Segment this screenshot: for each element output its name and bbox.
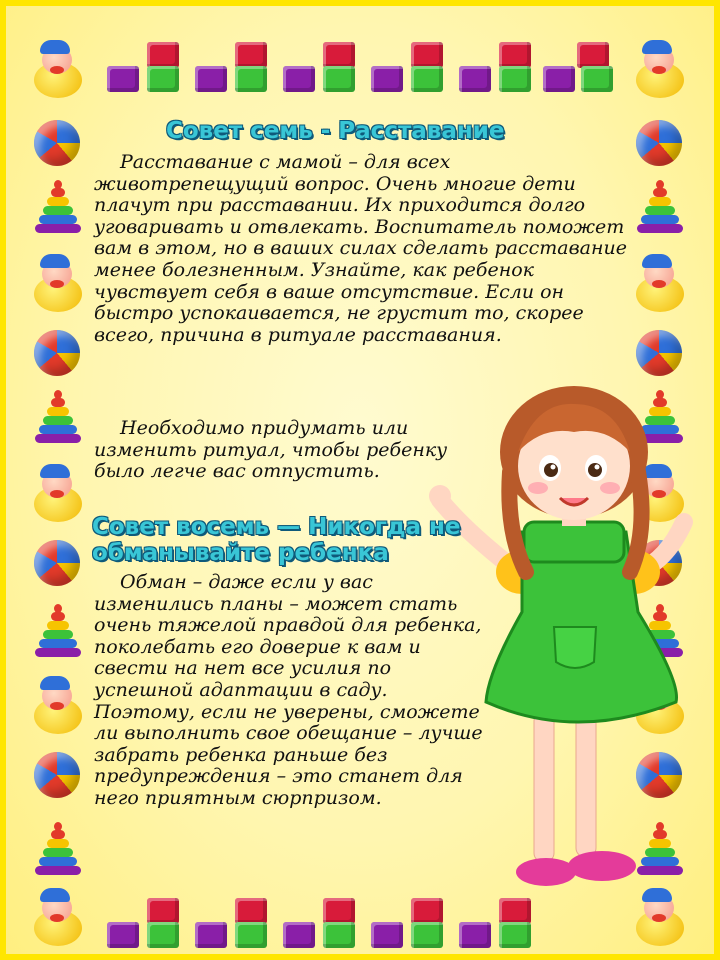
cube-icon — [147, 42, 179, 68]
cube-icon — [323, 898, 355, 924]
ball-icon — [28, 744, 88, 804]
cube-icon — [235, 42, 267, 68]
cube-icon — [459, 922, 491, 948]
cube-border-top — [101, 40, 621, 98]
cube-icon — [499, 922, 531, 948]
pyramid-toy-icon — [28, 388, 88, 448]
advice-7-paragraph-2: Необходимо придумать или изменить ритуал, чтобы ребенку было легче вас отпустить. — [94, 417, 448, 483]
cube-icon — [411, 42, 443, 68]
cube-icon — [371, 922, 403, 948]
duck-toy-icon — [28, 676, 88, 736]
cube-icon — [543, 66, 575, 92]
duck-toy-icon — [28, 254, 88, 314]
cube-icon — [411, 66, 443, 92]
ball-icon — [630, 112, 690, 172]
cube-icon — [195, 922, 227, 948]
duck-toy-icon — [28, 888, 88, 948]
cube-icon — [581, 66, 613, 92]
advice-7-paragraph-1: Расставание с мамой – для всех животрепещущий вопрос. Очень многие дети плачут при расставании. Их приходится долго уговаривать и отвлекать. Воспитатель поможет вам в этом, но в ваших силах сделать расставание менее болезненным. Узнайте, как ребенок чувствует себя в ваше отсутствие. Если он быстро успокаивается, не грустит то, скорее всего, причина в ритуале расставания. — [94, 151, 627, 346]
cube-icon — [107, 66, 139, 92]
cube-icon — [147, 66, 179, 92]
cube-icon — [577, 42, 609, 68]
advice-8-paragraph: Обман – даже если у вас изменились планы – может стать очень тяжелой правдой для ребенка, поколебать его доверие к вам и свести на нет все усилия по успешной адаптации в саду. Поэтому, если не уверены, сможете ли выполнить свое обещание – лучше забрать ребенка раньше без предупреждения – это станет для него приятным сюрпризом. — [94, 571, 483, 809]
cube-icon — [283, 66, 315, 92]
ball-icon — [630, 322, 690, 382]
pyramid-toy-icon — [28, 820, 88, 880]
cube-icon — [323, 66, 355, 92]
cube-icon — [323, 922, 355, 948]
duck-toy-icon — [28, 464, 88, 524]
ball-icon — [28, 322, 88, 382]
pyramid-toy-icon — [28, 602, 88, 662]
ball-icon — [28, 532, 88, 592]
cube-icon — [323, 42, 355, 68]
cube-icon — [235, 898, 267, 924]
pyramid-toy-icon — [630, 178, 690, 238]
ball-icon — [28, 112, 88, 172]
cube-icon — [371, 66, 403, 92]
advice-8-title: Совет восемь — Никогда не обманывайте ребенка — [92, 514, 461, 566]
cube-icon — [283, 922, 315, 948]
cube-icon — [195, 66, 227, 92]
duck-toy-icon — [28, 40, 88, 100]
cube-icon — [411, 922, 443, 948]
cube-icon — [499, 42, 531, 68]
duck-toy-icon — [630, 40, 690, 100]
cube-icon — [147, 922, 179, 948]
cube-icon — [107, 922, 139, 948]
cube-icon — [499, 66, 531, 92]
cube-icon — [459, 66, 491, 92]
toy-border-left — [28, 26, 92, 946]
advice-7-title: Совет семь - Расставание — [166, 118, 505, 144]
pyramid-toy-icon — [28, 178, 88, 238]
duck-toy-icon — [630, 254, 690, 314]
cube-icon — [147, 898, 179, 924]
cube-icon — [235, 922, 267, 948]
cube-icon — [235, 66, 267, 92]
